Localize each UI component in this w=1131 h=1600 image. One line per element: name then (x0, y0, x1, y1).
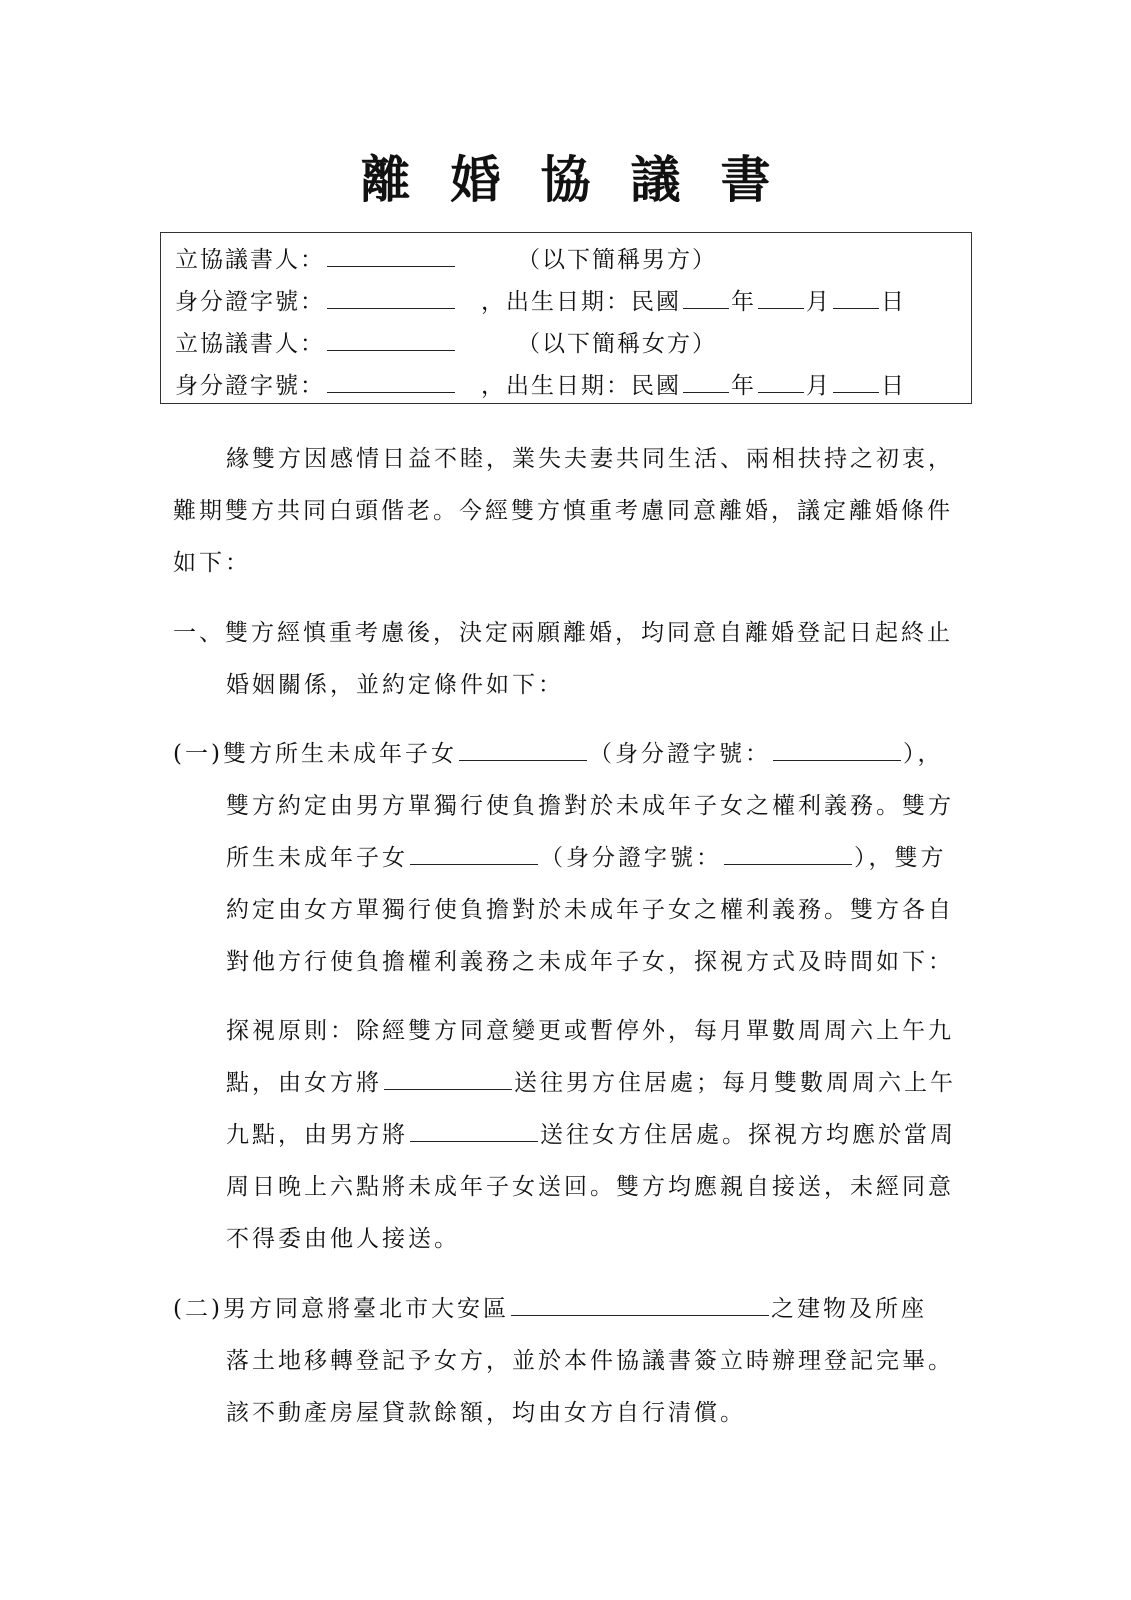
visitation-child-blank-2[interactable] (410, 1117, 538, 1142)
id-label: 身分證字號： (175, 289, 325, 315)
year-label: 年 (731, 373, 756, 399)
child-2-name-blank[interactable] (410, 840, 538, 865)
section-1-line-2: 婚姻關係，並約定條件如下： (226, 672, 564, 698)
visitation-text-c: 九點，由男方將 (226, 1122, 408, 1148)
child-1-id-blank[interactable] (773, 736, 901, 761)
female-party-row (175, 325, 717, 355)
male-id-row (175, 283, 906, 313)
month-label: 月 (806, 373, 831, 399)
clause-1-line-2: 雙方約定由男方單獨行使負擔對於未成年子女之權利義務。雙方 (226, 793, 954, 819)
male-birth-month-blank[interactable] (758, 284, 804, 309)
clause-1-text-d: 所生未成年子女 (226, 845, 408, 871)
party-label: 立協議書人： (175, 331, 325, 357)
child-2-id-blank[interactable] (724, 840, 852, 865)
clause-1-line-1 (173, 735, 943, 769)
clause-1-line-5: 對他方行使負擔權利義務之未成年子女，探視方式及時間如下： (226, 949, 954, 975)
day-label: 日 (881, 289, 906, 315)
female-id-row (175, 367, 906, 397)
clause-1-line-4: 約定由女方單獨行使負擔對於未成年子女之權利義務。雙方各自 (226, 897, 954, 923)
intro-line-3: 如下： (173, 550, 251, 576)
female-birth-day-blank[interactable] (833, 368, 879, 393)
child-1-name-blank[interactable] (459, 736, 587, 761)
clause-1-text-e: （身分證字號： (540, 845, 722, 871)
male-name-blank[interactable] (327, 242, 455, 267)
year-label: 年 (731, 289, 756, 315)
female-id-blank[interactable] (327, 368, 455, 393)
female-birth-year-blank[interactable] (683, 368, 729, 393)
visitation-line-4: 周日晚上六點將未成年子女送回。雙方均應親自接送，未經同意 (226, 1174, 954, 1200)
visitation-child-blank-1[interactable] (384, 1065, 512, 1090)
birth-prefix: ，出生日期：民國 (481, 289, 681, 315)
intro-line-1: 緣雙方因感情日益不睦，業失夫妻共同生活、兩相扶持之初衷， (226, 446, 954, 472)
clause-2-line-2: 落土地移轉登記予女方，並於本件協議書簽立時辦理登記完畢。 (226, 1348, 954, 1374)
visitation-text-d: 送往女方住居處。探視方均應於當周 (540, 1122, 956, 1148)
male-note: （以下簡稱男方） (517, 247, 717, 273)
visitation-line-1: 探視原則：除經雙方同意變更或暫停外，每月單數周周六上午九 (226, 1018, 954, 1044)
clause-2-text-a: (二)男方同意將臺北市大安區 (173, 1296, 509, 1322)
property-address-blank[interactable] (511, 1291, 769, 1316)
male-birth-year-blank[interactable] (683, 284, 729, 309)
female-birth-month-blank[interactable] (758, 368, 804, 393)
party-label: 立協議書人： (175, 247, 325, 273)
visitation-line-5: 不得委由他人接送。 (226, 1226, 460, 1252)
month-label: 月 (806, 289, 831, 315)
clause-1-text-b: （身分證字號： (588, 741, 771, 767)
visitation-line-2 (226, 1064, 956, 1098)
clause-1-text-a: (一)雙方所生未成年子女 (173, 741, 457, 767)
male-birth-day-blank[interactable] (833, 284, 879, 309)
visitation-text-a: 點，由女方將 (226, 1070, 382, 1096)
section-1-line-1: 一、雙方經慎重考慮後，決定兩願離婚，均同意自離婚登記日起終止 (173, 620, 953, 646)
female-name-blank[interactable] (327, 326, 455, 351)
male-id-blank[interactable] (327, 284, 455, 309)
clause-1-line-3 (226, 839, 947, 873)
id-label: 身分證字號： (175, 373, 325, 399)
document-title: 離婚協議書 (360, 150, 811, 209)
clause-2-line-1 (173, 1290, 927, 1324)
visitation-line-3 (226, 1116, 956, 1150)
clause-2-text-b: 之建物及所座 (770, 1296, 927, 1322)
day-label: 日 (881, 373, 906, 399)
clause-2-line-3: 該不動產房屋貸款餘額，均由女方自行清償。 (226, 1400, 746, 1426)
male-party-row (175, 241, 717, 271)
visitation-text-b: 送往男方住居處；每月雙數周周六上午 (514, 1070, 956, 1096)
birth-prefix: ，出生日期：民國 (481, 373, 681, 399)
clause-1-text-f: ），雙方 (854, 845, 947, 871)
female-note: （以下簡稱女方） (517, 331, 717, 357)
parties-box (160, 232, 972, 404)
clause-1-text-c: ）， (902, 741, 944, 767)
intro-line-2: 難期雙方共同白頭偕老。今經雙方慎重考慮同意離婚，議定離婚條件 (173, 498, 953, 524)
